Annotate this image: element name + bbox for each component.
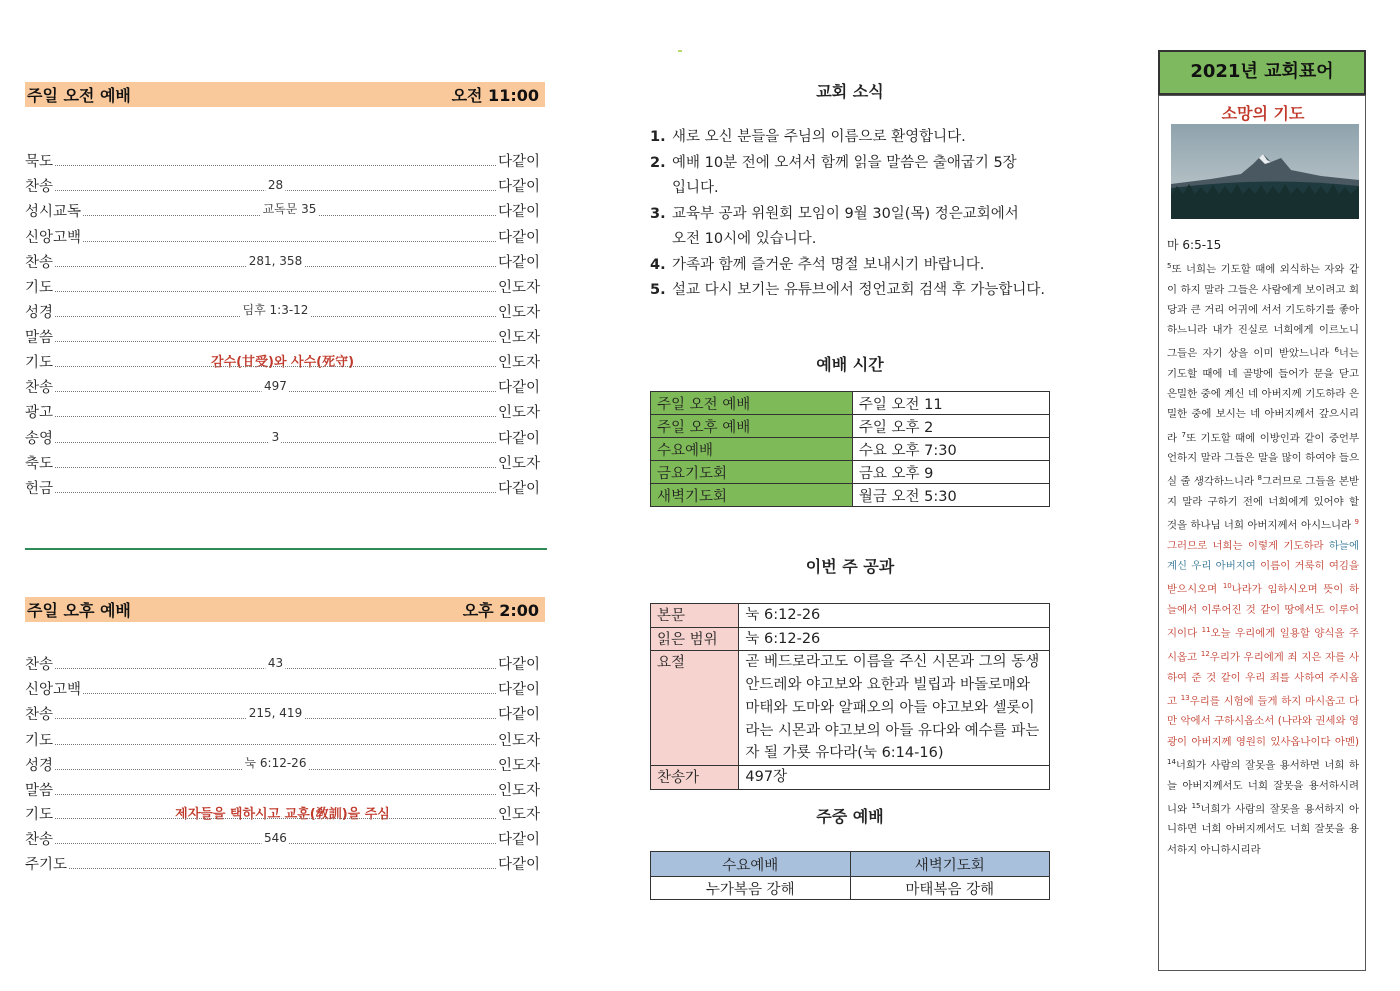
year-motto-title: 2021년 교회표어	[1158, 50, 1366, 95]
order-row	[25, 224, 540, 249]
table-row	[651, 415, 1050, 438]
dotted-leader	[55, 253, 496, 268]
order-row	[25, 450, 540, 475]
sermon-title: 감수(甘受)와 사수(死守)	[210, 354, 355, 370]
verse-number: 14	[1167, 757, 1176, 766]
order-item-leader: 다같이	[497, 657, 540, 674]
order-item-detail: 28	[267, 178, 284, 193]
lesson-field: 찬송가	[651, 765, 739, 789]
verse-10: 나라가 임하시오며 뜻이 하늘에서 이루어진 것 같이 땅에서도 이루어지이다	[1167, 583, 1359, 640]
order-item-detail: 딤후 1:3-12	[242, 303, 309, 318]
service-name: 주일 오전 예배	[651, 392, 853, 415]
prayer-title: 소망의 기도	[1221, 104, 1305, 123]
morning-service-time: 오전 11:00	[451, 86, 539, 105]
lesson-value: 눅 6:12-26	[739, 604, 1050, 628]
order-item-label: 기도	[25, 280, 54, 297]
lesson-field: 읽은 범위	[651, 627, 739, 651]
table-row	[651, 627, 1050, 651]
verse-7: 또 기도할 때에 이방인과 같이 중언부언하지 말라 그들은 말을 많이 하여야 들으실 줄 생각하느니라	[1167, 432, 1360, 488]
dotted-leader	[55, 356, 496, 367]
news-item-text: 가족과 함께 즐거운 추석 명절 보내시기 바랍니다.	[672, 256, 985, 273]
order-row	[25, 801, 540, 826]
table-row	[651, 604, 1050, 628]
order-item-detail: 497	[264, 379, 287, 394]
order-row	[25, 249, 540, 274]
order-row	[25, 752, 540, 777]
order-item-label: 기도	[25, 355, 54, 372]
order-item-label: 찬송	[25, 832, 54, 849]
news-item-number: 3.	[650, 205, 666, 222]
order-item-label: 신앙고백	[25, 229, 82, 246]
news-item-text: 설교 다시 보기는 유튜브에서 정언교회 검색 후 가능합니다.	[672, 282, 1046, 298]
mountain-landscape-image	[1171, 124, 1359, 219]
service-name: 새벽기도회	[651, 484, 853, 507]
lesson-value: 497장	[739, 765, 1050, 789]
scripture-reference: 마 6:5-15	[1167, 238, 1222, 252]
service-name: 수요예배	[651, 438, 853, 461]
order-item-label: 찬송	[25, 179, 54, 196]
order-row	[25, 274, 540, 299]
times-title: 예배 시간	[816, 355, 884, 374]
dotted-leader	[55, 755, 496, 770]
news-item-text: 예배 10분 전에 오셔서 함께 읽을 말씀은 출애굽기 5장	[672, 154, 1017, 171]
order-item-leader: 다같이	[497, 682, 540, 699]
verse-number: 10	[1222, 582, 1232, 591]
order-row	[25, 676, 540, 701]
verse-number: 7	[1181, 430, 1187, 439]
verse-9c: 이름이 거룩히 여김을 받으시오며	[1167, 560, 1359, 596]
news-item-text: 새로 오신 분들을 주님의 이름으로 환영합니다.	[672, 129, 966, 145]
news-item-number: 4.	[650, 256, 666, 273]
order-item-label: 묵도	[25, 154, 54, 171]
order-item-detail: 43	[267, 656, 284, 671]
verse-8: 그러므로 그들을 본받지 말라 구하기 전에 너희에게 있어야 할 것을 하나님 너희 아버지께서 아시느니라	[1167, 475, 1359, 532]
order-item-label: 축도	[25, 455, 54, 472]
lesson-title: 이번 주 공과	[805, 557, 895, 576]
order-item-leader: 인도자	[497, 405, 540, 422]
verse-6: 너는 기도할 때에 네 골방에 들어가 문을 닫고 은밀한 중에 계신 네 아버지께 기도하라 은밀한 중에 보시는 네 아버지께서 갚으시리라	[1167, 347, 1359, 445]
dotted-leader	[55, 303, 496, 318]
order-item-detail: 546	[264, 831, 287, 846]
dotted-leader	[55, 281, 496, 292]
weekday-table	[650, 851, 1050, 900]
dotted-leader	[55, 406, 496, 417]
order-item-leader: 다같이	[497, 154, 540, 171]
verse-number: 5	[1167, 262, 1172, 270]
order-row	[25, 851, 540, 876]
order-item-label: 찬송	[25, 707, 54, 724]
order-item-leader: 다같이	[497, 430, 540, 447]
order-item-leader: 인도자	[497, 355, 540, 372]
order-item-leader: 다같이	[497, 857, 540, 874]
verse-12: 우리가 우리에게 죄 지은 자를 사하여 준 것 같이 우리 죄를 사하여 주시옵고	[1167, 651, 1359, 708]
order-row	[25, 374, 540, 399]
table-row	[651, 461, 1050, 484]
afternoon-service-time: 오후 2:00	[462, 601, 539, 620]
service-name: 금요기도회	[651, 461, 853, 484]
order-item-leader: 인도자	[497, 305, 540, 322]
order-row	[25, 651, 540, 676]
order-item-leader: 다같이	[497, 204, 540, 221]
news-item	[650, 202, 1090, 253]
dotted-leader	[55, 734, 496, 745]
weekday-value-wed: 누가복음 강해	[651, 877, 851, 900]
verse-number: 9	[1354, 518, 1359, 527]
order-item-leader: 인도자	[497, 280, 540, 297]
news-item	[650, 125, 1090, 151]
dotted-leader	[55, 784, 496, 795]
dotted-leader	[55, 180, 496, 191]
order-row	[25, 425, 540, 450]
dotted-leader	[83, 202, 496, 217]
order-item-leader: 인도자	[497, 757, 540, 774]
dotted-leader	[69, 858, 496, 869]
weekday-title: 주중 예배	[816, 807, 884, 826]
order-row	[25, 399, 540, 424]
verse-13: 우리를 시험에 들게 하지 마시옵고 다만 악에서 구하시옵소서 (나라와 권세와 영광이 아버지께 영원히 있사옵나이다 아멘)	[1167, 695, 1359, 748]
order-item-label: 기도	[25, 732, 54, 749]
dotted-leader	[55, 833, 496, 844]
table-row	[651, 484, 1050, 507]
service-time: 월금 오전 5:30	[852, 484, 1049, 507]
lesson-value: 눅 6:12-26	[739, 627, 1050, 651]
order-item-label: 성경	[25, 305, 54, 322]
order-item-leader: 다같이	[497, 832, 540, 849]
order-item-label: 성시교독	[25, 204, 82, 221]
table-row	[651, 765, 1050, 789]
order-item-leader: 다같이	[497, 707, 540, 724]
section-divider	[25, 548, 547, 550]
sermon-title: 제자들을 택하시고 교훈(敎訓)을 주심	[175, 807, 390, 823]
order-row	[25, 299, 540, 324]
verse-11: 오늘 우리에게 일용할 양식을 주시옵고	[1167, 627, 1359, 664]
afternoon-service-title: 주일 오후 예배	[27, 601, 131, 620]
verse-number: 6	[1334, 346, 1339, 355]
order-item-detail: 눅 6:12-26	[244, 755, 307, 770]
order-item-label: 성경	[25, 757, 54, 774]
verse-number: 8	[1257, 474, 1262, 483]
order-item-label: 주기도	[25, 857, 68, 874]
order-row	[25, 777, 540, 802]
order-item-leader: 인도자	[497, 455, 540, 472]
order-item-leader: 인도자	[497, 783, 540, 800]
order-item-leader: 다같이	[497, 481, 540, 498]
order-item-label: 기도	[25, 807, 54, 824]
morning-order-list-2	[25, 349, 540, 500]
dotted-leader	[55, 331, 496, 342]
verse-9b: 하늘에 계신 우리 아버지여	[1167, 539, 1359, 573]
dotted-leader	[55, 808, 496, 819]
weekday-header-dawn: 새벽기도회	[850, 852, 1050, 877]
service-time: 주일 오전 11	[852, 392, 1049, 415]
order-item-label: 말씀	[25, 783, 54, 800]
order-item-leader: 인도자	[497, 330, 540, 347]
news-item-number: 1.	[650, 129, 666, 145]
order-row	[25, 701, 540, 726]
news-item-text: 입니다.	[672, 180, 719, 196]
news-item	[650, 151, 1090, 202]
weekday-header-wed: 수요예배	[651, 852, 851, 877]
service-times-table	[650, 391, 1050, 507]
lesson-field: 본문	[651, 604, 739, 628]
order-item-detail: 3	[271, 429, 280, 444]
lesson-table	[650, 603, 1050, 790]
order-row	[25, 475, 540, 500]
dotted-leader	[55, 457, 496, 468]
weekday-value-dawn: 마태복음 강해	[850, 877, 1050, 900]
dotted-leader	[83, 683, 496, 694]
news-item-text: 교육부 공과 위원회 모임이 9월 30일(목) 정은교회에서	[672, 205, 1019, 222]
order-item-leader: 인도자	[497, 732, 540, 749]
afternoon-order-list-2	[25, 801, 540, 877]
dotted-leader	[55, 482, 496, 493]
scan-mark	[678, 50, 682, 52]
afternoon-service-header	[25, 597, 545, 622]
dotted-leader	[55, 381, 496, 392]
order-item-label: 헌금	[25, 481, 54, 498]
order-row	[25, 727, 540, 752]
order-row	[25, 173, 540, 198]
news-list	[650, 125, 1090, 304]
order-item-detail: 교독문 35	[262, 202, 317, 217]
verse-14: 너희가 사람의 잘못을 용서하면 너희 하늘 아버지께서도 너희 잘못을 용서하시려니와	[1167, 759, 1359, 816]
order-item-label: 신앙고백	[25, 682, 82, 699]
dotted-leader	[55, 708, 496, 719]
prayer-box	[1158, 95, 1366, 971]
news-item	[650, 253, 1090, 279]
news-item	[650, 278, 1090, 304]
service-time: 주일 오후 2	[852, 415, 1049, 438]
news-item-number: 2.	[650, 154, 666, 171]
lesson-field: 요절	[651, 651, 739, 766]
verse-number: 12	[1200, 649, 1210, 658]
order-row	[25, 349, 540, 374]
order-item-label: 말씀	[25, 330, 54, 347]
dotted-leader	[55, 658, 496, 669]
verse-5: 또 너희는 기도할 때에 외식하는 자와 같이 하지 말라 그들은 사람에게 보이려고 회당과 큰 거리 어귀에 서서 기도하기를 좋아하느니라 내가 진실로 너희에게 이르노니 그들은 자기 상을 이미 받았느니라	[1167, 263, 1359, 360]
dotted-leader	[55, 429, 496, 444]
order-item-leader: 인도자	[497, 807, 540, 824]
dotted-leader	[83, 231, 496, 242]
order-item-detail: 215, 419	[248, 706, 303, 721]
order-item-label: 광고	[25, 405, 54, 422]
order-item-label: 찬송	[25, 380, 54, 397]
order-item-detail: 281, 358	[248, 253, 303, 268]
verse-number: 13	[1180, 693, 1190, 702]
order-item-leader: 다같이	[497, 254, 540, 271]
morning-service-header	[25, 82, 545, 107]
order-item-label: 찬송	[25, 254, 54, 271]
order-item-leader: 다같이	[497, 229, 540, 246]
verse-15: 너희가 사람의 잘못을 용서하지 아니하면 너희 아버지께서도 너희 잘못을 용서하지 아니하시리라	[1167, 803, 1359, 856]
service-name: 주일 오후 예배	[651, 415, 853, 438]
order-item-leader: 다같이	[497, 179, 540, 196]
order-row	[25, 198, 540, 223]
scripture-text	[1167, 256, 1359, 860]
verse-number: 15	[1191, 801, 1201, 810]
order-item-label: 송영	[25, 430, 54, 447]
news-item-text: 오전 10시에 있습니다.	[672, 231, 817, 247]
table-row	[651, 438, 1050, 461]
lesson-value: 곧 베드로라고도 이름을 주신 시몬과 그의 동생 안드레와 야고보와 요한과 빌립과 바돌로매와 마태와 도마와 알패오의 아들 야고보와 셀롯이라는 시몬과 야고보의 아들 유다와 예수를 파는 자 될 가룟 유다라(눅 6:14-16)	[739, 651, 1050, 766]
order-row	[25, 826, 540, 851]
dotted-leader	[55, 155, 496, 166]
order-row	[25, 324, 540, 349]
order-item-leader: 다같이	[497, 380, 540, 397]
order-item-label: 찬송	[25, 657, 54, 674]
service-time: 수요 오후 7:30	[852, 438, 1049, 461]
morning-service-title: 주일 오전 예배	[27, 86, 131, 105]
news-title: 교회 소식	[816, 82, 884, 101]
service-time: 금요 오후 9	[852, 461, 1049, 484]
table-row	[651, 651, 1050, 766]
morning-order-list	[25, 148, 540, 375]
order-row	[25, 148, 540, 173]
news-item-number: 5.	[650, 282, 666, 298]
verse-number: 11	[1201, 626, 1211, 635]
table-row	[651, 392, 1050, 415]
verse-9a: 그러므로 너희는 이렇게 기도하라	[1167, 539, 1324, 552]
